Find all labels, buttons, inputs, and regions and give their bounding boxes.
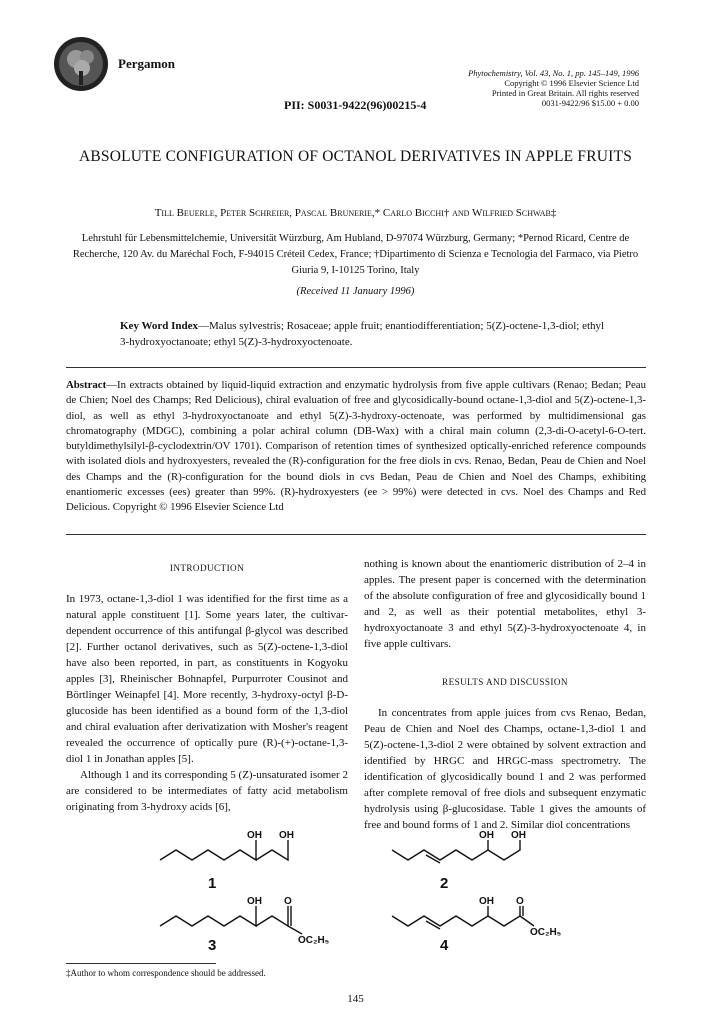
structures-1-3 — [150, 826, 330, 956]
affiliations: Lehrstuhl für Lebensmittelchemie, Universität Würzburg, Am Hubland, D-97074 Würzburg, Germany; *Pernod Ricard, Centre de Recherche, 120 Av. du Maréchal Foch, F-94015 Créteil Cedex, France; †Dipartimento di Scienza e Tecnologia del Farmaco, via Pietro Giuria 9, I-10125 Torino, Italy — [72, 233, 639, 276]
compound-1-oh-a: OH — [247, 830, 262, 841]
journal-printed: Printed in Great Britain. All rights reserved — [491, 88, 639, 98]
compound-3-branch — [256, 906, 288, 926]
abstract-label: Abstract — [66, 379, 107, 391]
introduction-heading: INTRODUCTION — [169, 563, 245, 573]
structures-2-4 — [382, 826, 572, 956]
compound-3-oh: OH — [247, 896, 262, 907]
journal-citation: Phytochemistry, Vol. 43, No. 1, pp. 145–149, 1996 — [468, 68, 639, 78]
compound-2-chain — [392, 840, 488, 860]
divider-bottom — [66, 534, 646, 535]
received-date: (Received 11 January 1996) — [296, 286, 415, 297]
compound-3-ester-bond — [288, 926, 302, 934]
compound-label-3: 3 — [208, 937, 217, 954]
pergamon-tree-logo — [52, 35, 110, 93]
results-heading: RESULTS AND DISCUSSION — [442, 677, 568, 687]
compound-2-oh-a: OH — [479, 830, 494, 841]
compound-3-o: O — [284, 896, 292, 907]
intro-paragraph-1: In 1973, octane-1,3-diol 1 was identified for the first time as a natural apple constituent [1]. Some years later, the cultivar-dependent occurrence of this antifungal β-glycol was described [2]. Further octanol derivatives, such as 5(Z)-octene-1,3-diol have also been reported, in part, as constituents in Kogyoku apples [3], Rheinischer Bohnapfel, Purpurroter Cousinot and Börtlinger Weinapfel [4]. More recently, 3-hydroxy-octyl β-D-glucoside has been identified as a bound form of the 1,3-diol and chiral evaluation after derivatization with Mosher's reagent revealed the occurrence of optically pure (R)-(+)-octane-1,3-diol 1 in Jonathan apples [5]. — [66, 593, 348, 765]
compound-1-chain — [160, 840, 256, 860]
journal-info — [468, 68, 639, 108]
compound-2-branch — [488, 840, 520, 860]
compound-4-ester-bond — [520, 916, 534, 926]
publisher-name: Pergamon — [118, 56, 176, 71]
keyword-index — [120, 318, 611, 350]
page-number: 145 — [347, 993, 364, 1005]
compound-4-ester: OC₂H₅ — [530, 927, 562, 938]
compound-1-branch — [256, 840, 288, 860]
compound-4-oh: OH — [479, 896, 494, 907]
divider-top — [66, 367, 646, 368]
right-paragraph-1: nothing is known about the enantiomeric distribution of 2–4 in apples. The present paper is concerned with the determination of the absolute configuration of free and glycosidically bound 1 and 2, as well as their potential metabolites, ethyl 3-hydroxyoctanoate 3 and ethyl 5(Z)-3-hydroxyoctenoate 4, in five apple cultivars. — [364, 558, 646, 650]
introduction-section — [66, 560, 348, 815]
author-list: Till Beuerle, Peter Schreier, Pascal Brunerie,* Carlo Bicchi† and Wilfried Schwab‡ — [154, 207, 557, 219]
compound-1-oh-b: OH — [279, 830, 294, 841]
compound-4-o: O — [516, 896, 524, 907]
journal-copyright: Copyright © 1996 Elsevier Science Ltd — [504, 78, 639, 88]
compound-label-4: 4 — [440, 937, 449, 954]
compound-label-1: 1 — [208, 875, 217, 892]
keyword-text: —Malus sylvestris; Rosaceae; apple fruit; enantiodifferentiation; 5(Z)-octene-1,3-diol; ethyl 3-hydroxyoctanoate; ethyl 5(Z)-3-hydroxyoctenoate. — [120, 320, 605, 348]
keyword-label: Key Word Index — [120, 320, 199, 332]
paper-title: ABSOLUTE CONFIGURATION OF OCTANOL DERIVATIVES IN APPLE FRUITS — [78, 148, 633, 165]
compound-3-chain — [160, 906, 256, 926]
compound-4-branch — [488, 906, 520, 926]
intro-paragraph-2: Although 1 and its corresponding 5 (Z)-unsaturated isomer 2 are considered to be intermediates of fatty acid metabolism originating from 3-hydroxy acids [6], — [66, 769, 348, 813]
journal-issn: 0031-9422/96 $15.00 + 0.00 — [541, 98, 639, 108]
footnote: ‡Author to whom correspondence should be addressed. — [66, 968, 266, 978]
pii-code: PII: S0031-9422(96)00215-4 — [284, 98, 427, 112]
results-paragraph-1: In concentrates from apple juices from cvs Renao, Bedan, Peau de Chien and Noel des Champs, octane-1,3-diol 1 and 5(Z)-octene-1,3-diol 2 were obtained by solvent extraction and identified by HRGC and HRGC-mass spectrometry. The identification of glycosidically bound 1 and 2 was performed after complete removal of free diols and subsequent enzymatic hydrolysis using β-glucosidase. Table 1 gives the amounts of free and bound forms of 1 and 2. Similar diol concentrations — [364, 707, 646, 831]
abstract — [66, 378, 646, 516]
compound-4-chain — [392, 906, 488, 926]
compound-2-oh-b: OH — [511, 830, 526, 841]
abstract-text: —In extracts obtained by liquid-liquid extraction and enzymatic hydrolysis from five apple cultivars (Renao; Bedan; Peau de Chien; Noel des Champs; Red Delicious), chiral evaluation of free and glycosidically-bound octane-1,3-diol and 5(Z)-octene-1,3-diol, as well as ethyl 3-hydroxyoctanoate and ethyl 5(Z)-3-hydroxy-octenoate, was performed by multidimensional gas chromatography (MDGC), combining a polar achiral column (DB-Wax) with a chiral main column (2,3-di-O-acetyl-6-O-tert. butyldimethylsilyl-β-cyclodextrin/OV 1701). Comparison of retention times of synthesized optically-enriched reference compounds with isolated diols and hydroxyesters, revealed the (R)-configuration for the free diols in cvs. Renao, Bedan, Peau de Chien and Noel des Champs and the (R)-configuration for the bound diols in cvs Bedan, Peau de Chien and Noel des Champs, exhibiting enantiomeric excesses (ees) greater than 99%. (R)-hydroxyesters (ee > 99%) were detected in cvs. Noel des Champs and Red Delicious. Copyright © 1996 Elsevier Science Ltd — [66, 379, 646, 514]
right-column — [364, 556, 646, 833]
footnote-rule — [66, 963, 216, 964]
compound-3-ester: OC₂H₅ — [298, 935, 330, 946]
compound-label-2: 2 — [440, 875, 449, 892]
